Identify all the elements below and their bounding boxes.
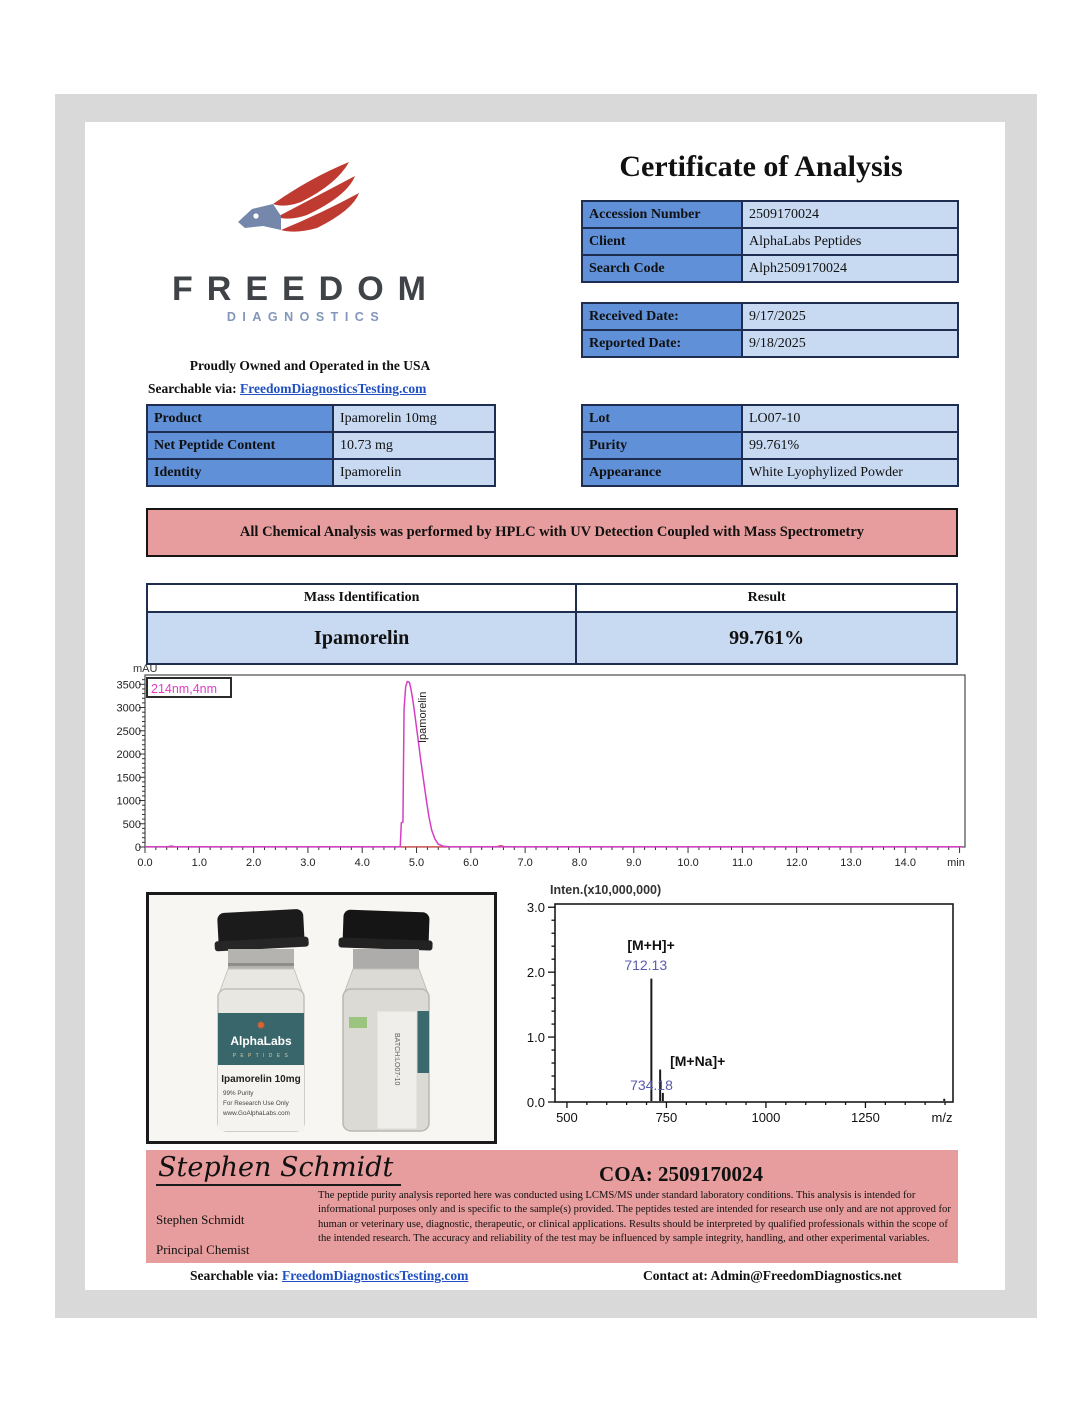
table-row: Accession Number 2509170024	[582, 201, 958, 228]
table-row: Reported Date: 9/18/2025	[582, 330, 958, 357]
table-row: Client AlphaLabs Peptides	[582, 228, 958, 255]
table-row: Search Code Alph2509170024	[582, 255, 958, 282]
footer-searchable-link[interactable]: FreedomDiagnosticsTesting.com	[282, 1268, 469, 1283]
table-row: Received Date: 9/17/2025	[582, 303, 958, 330]
svg-text:214nm,4nm: 214nm,4nm	[151, 682, 218, 696]
svg-text:1500: 1500	[116, 772, 141, 785]
svg-text:1000: 1000	[116, 795, 141, 808]
svg-text:750: 750	[655, 1110, 678, 1125]
svg-text:3500: 3500	[116, 679, 141, 692]
svg-text:8.0: 8.0	[571, 857, 588, 869]
svg-text:11.0: 11.0	[732, 857, 753, 869]
svg-text:2.0: 2.0	[526, 965, 545, 981]
vial-photo-illustration	[149, 895, 494, 1141]
vial-purity-text: 99% Purity	[223, 1090, 254, 1097]
searchable-via-top	[148, 381, 426, 397]
svg-text:12.0: 12.0	[785, 857, 808, 869]
svg-text:m/z: m/z	[931, 1110, 953, 1125]
svg-text:1.0: 1.0	[526, 1030, 545, 1046]
svg-text:3.0: 3.0	[526, 900, 545, 916]
svg-text:Inten.(x10,000,000): Inten.(x10,000,000)	[550, 883, 662, 897]
dates-table	[581, 302, 959, 358]
footer-contact: Contact at: Admin@FreedomDiagnostics.net	[643, 1268, 902, 1283]
accession-table	[581, 200, 959, 283]
table-row: Appearance White Lyophylized Powder	[582, 459, 958, 486]
vial-brand-sub-text: P E P T I D E S	[232, 1053, 290, 1059]
signer-title: Principal Chemist	[156, 1242, 250, 1257]
svg-text:Ipamorelin: Ipamorelin	[417, 691, 430, 743]
signer-name: Stephen Schmidt	[156, 1212, 245, 1227]
svg-text:6.0: 6.0	[463, 857, 479, 869]
svg-text:5.0: 5.0	[408, 857, 425, 869]
product-vial-photos	[146, 892, 497, 1144]
svg-text:13.0: 13.0	[840, 857, 862, 869]
vial-research-text: For Research Use Only	[223, 1100, 289, 1107]
svg-text:9.0: 9.0	[626, 857, 642, 869]
vial-starburst-icon: ✹	[256, 1020, 266, 1032]
svg-text:0.0: 0.0	[137, 857, 153, 869]
svg-text:500: 500	[122, 818, 141, 831]
svg-text:14.0: 14.0	[894, 857, 916, 869]
svg-text:2500: 2500	[116, 725, 141, 738]
vial-url-text: www.GoAlphaLabs.com	[223, 1110, 290, 1117]
table-row: Mass Identification Result	[147, 584, 957, 612]
table-row: Product Ipamorelin 10mg	[147, 405, 495, 432]
table-row: Lot LO07-10	[582, 405, 958, 432]
certificate-page	[85, 122, 1005, 1290]
table-row: Net Peptide Content 10.73 mg	[147, 432, 495, 459]
searchable-label: Searchable via:	[148, 381, 237, 396]
usa-tagline: Proudly Owned and Operated in the USA	[189, 358, 431, 373]
svg-text:1000: 1000	[751, 1110, 781, 1125]
svg-text:1250: 1250	[850, 1110, 880, 1125]
signature-disclaimer-box	[146, 1150, 958, 1263]
svg-text:7.0: 7.0	[517, 857, 533, 869]
vial-product-text: Ipamorelin 10mg	[221, 1074, 301, 1085]
svg-text:[M+H]+: [M+H]+	[627, 937, 675, 953]
svg-text:2000: 2000	[116, 749, 141, 762]
svg-text:[M+Na]+: [M+Na]+	[670, 1053, 726, 1069]
svg-text:0: 0	[134, 842, 141, 854]
footer-searchable	[190, 1268, 468, 1284]
chemist-signature: Stephen Schmidt	[156, 1152, 401, 1186]
logo-brand-text: FREEDOM	[172, 270, 440, 308]
coa-number: COA: 2509170024	[599, 1162, 763, 1186]
vial-brand-text: AlphaLabs	[230, 1034, 292, 1048]
vial-side-batch-text: BATCH:LO07-10	[393, 1033, 400, 1086]
disclaimer-text: The peptide purity analysis reported here was conducted using LCMS/MS under standard laboratory conditions. This analysis is intended for informational purposes only and is specific to the sample(s) provided. The peptides tested are intended for research use only and are not approved for human or veterinary use, diagnostic, therapeutic, or clinical applications. Results should be interpreted by qualified professionals within the scope of the intended research. The accuracy and reliability of the test may be influenced by sample integrity, handling, and other experimental variables.	[318, 1190, 951, 1245]
page-title: Certificate of Analysis	[619, 150, 903, 183]
product-table	[146, 404, 496, 487]
svg-text:3000: 3000	[116, 702, 141, 715]
table-row: Ipamorelin 99.761%	[147, 612, 957, 664]
svg-text:0.0: 0.0	[526, 1095, 545, 1110]
table-row: Identity Ipamorelin	[147, 459, 495, 486]
svg-text:min: min	[947, 857, 965, 869]
svg-text:500: 500	[556, 1110, 578, 1125]
analysis-method-banner: All Chemical Analysis was performed by HPLC with UV Detection Coupled with Mass Spectrometry	[146, 508, 958, 557]
hplc-chromatogram-chart	[105, 663, 985, 891]
svg-text:4.0: 4.0	[354, 857, 370, 869]
logo-sub-text: DIAGNOSTICS	[226, 310, 386, 324]
svg-text:mAU: mAU	[133, 663, 158, 675]
lot-table	[581, 404, 959, 487]
mass-spectrum-chart	[510, 880, 972, 1152]
searchable-link-top[interactable]: FreedomDiagnosticsTesting.com	[240, 381, 427, 396]
svg-text:3.0: 3.0	[300, 857, 316, 869]
svg-text:1.0: 1.0	[191, 857, 207, 869]
freedom-eagle-logo-icon	[235, 160, 375, 260]
svg-text:2.0: 2.0	[245, 857, 262, 869]
mass-identification-table	[146, 583, 958, 665]
footer-searchable-label: Searchable via:	[190, 1268, 279, 1283]
svg-text:734.18: 734.18	[630, 1077, 673, 1093]
svg-text:10.0: 10.0	[677, 857, 699, 869]
svg-text:712.13: 712.13	[624, 957, 668, 973]
table-row: Purity 99.761%	[582, 432, 958, 459]
